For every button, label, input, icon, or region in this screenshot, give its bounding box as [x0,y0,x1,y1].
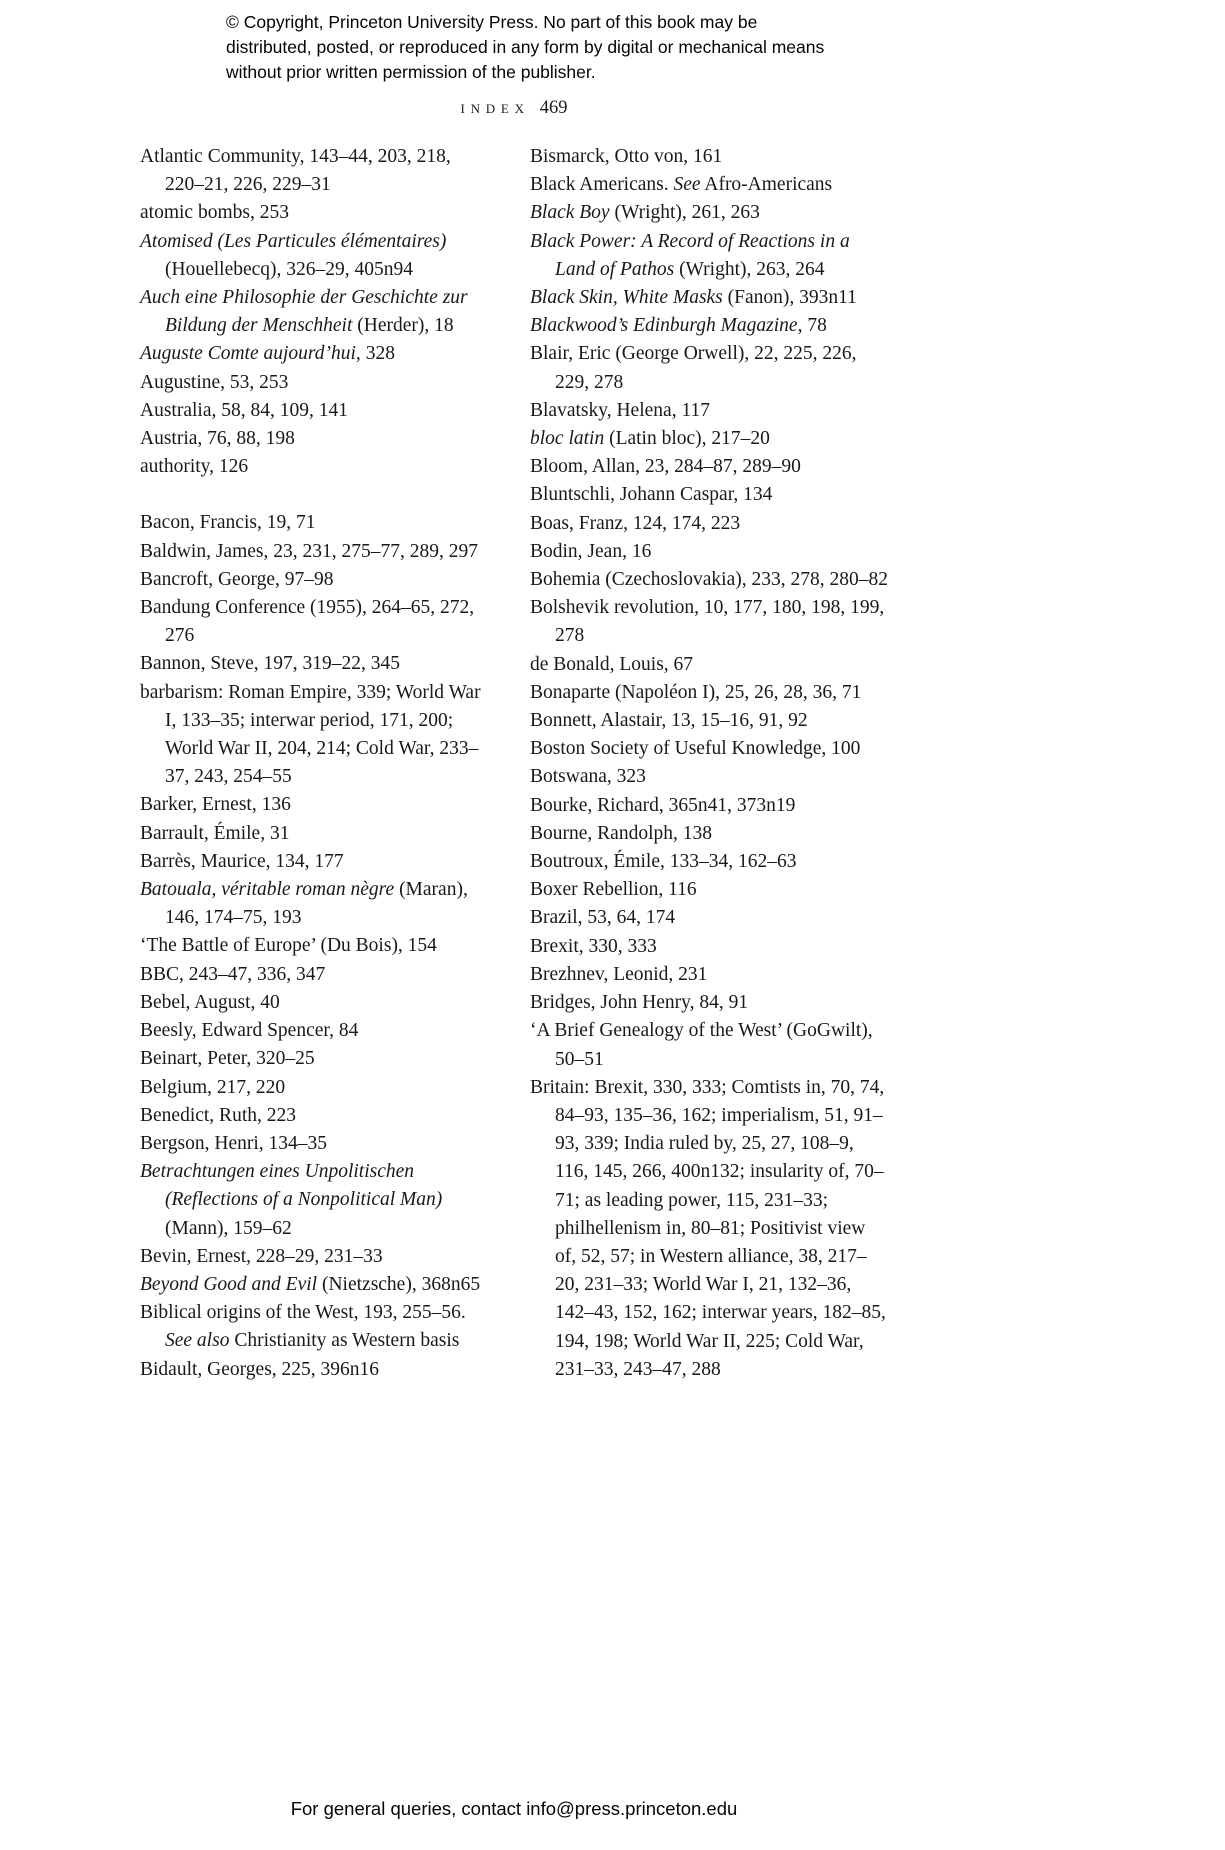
entry-segment: (Maran), 146, 174–75, 193 [165,879,468,929]
index-entry [530,566,890,594]
index-entry [530,453,890,481]
entry-segment: Barker, Ernest, 136 [140,794,291,816]
index-entry [140,594,485,650]
entry-segment: Bodin, Jean, 16 [530,540,652,562]
entry-segment: Atlantic Community, 143–44, 203, 218, 220–21, 226, 229–31 [140,146,451,196]
index-entry [530,228,890,284]
index-entry [140,228,485,284]
entry-segment: Black Americans. [530,174,674,196]
index-entry [140,791,485,819]
entry-segment: Bevin, Ernest, 228–29, 231–33 [140,1245,383,1267]
entry-segment: Augustine, 53, 253 [140,371,289,393]
entry-segment: (Mann), 159–62 [165,1217,292,1239]
entry-segment: Beesly, Edward Spencer, 84 [140,1020,359,1042]
entry-segment: 78 [802,315,827,337]
entry-segment: Blavatsky, Helena, 117 [530,399,710,421]
entry-segment: BBC, 243–47, 336, 347 [140,963,326,985]
entry-segment: Brexit, 330, 333 [530,935,657,957]
index-entry [530,284,890,312]
entry-segment: atomic bombs, 253 [140,202,289,224]
index-entry [530,1017,890,1073]
entry-segment: Black Power: A Record of Reactions in a Land of Pathos [530,230,850,280]
index-entry [140,961,485,989]
entry-segment: ‘The Battle of Europe’ (Du Bois), 154 [140,935,437,957]
entry-segment: Bidault, Georges, 225, 396n16 [140,1358,380,1380]
index-entry [140,1017,485,1045]
entry-segment: See also [165,1330,230,1352]
index-entry [140,820,485,848]
index-column-left [140,143,485,1384]
entry-segment: Boutroux, Émile, 133–34, 162–63 [530,851,797,873]
entry-segment: Beinart, Peter, 320–25 [140,1048,315,1070]
index-entry [140,284,485,340]
entry-segment: ‘A Brief Genealogy of the West’ (GoGwilt), 50–51 [530,1020,873,1070]
entry-segment: Brezhnev, Leonid, 231 [530,963,708,985]
index-entry [530,312,890,340]
entry-segment: Bonaparte (Napoléon I), 25, 26, 28, 36, 71 [530,681,862,703]
index-entry [140,876,485,932]
entry-segment: Black Boy [530,202,610,224]
index-columns [140,143,890,1384]
index-entry [530,340,890,396]
entry-segment: Beyond Good and Evil [140,1273,318,1295]
index-entry [530,481,890,509]
entry-segment: Britain: Brexit, 330, 333; Comtists in, 70, 74, 84–93, 135–36, 162; imperialism, 51, 91–93, 339; India ruled by, 25, 27, 108–9, 116, 145, 266, 400n132; insularity of, 70–71; as leading power, 115, 231–33; philhellenism in, 80–81; Positivist view of, 52, 57; in Western alliance, 38, 217–20, 231–33; World War I, 21, 132–36, 142–43, 152, 162; interwar years, 182–85, 194, 198; World War II, 225; Cold War, 231–33, 243–47, 288 [530,1076,886,1380]
index-entry [140,509,485,537]
entry-segment: Barrès, Maurice, 134, 177 [140,850,344,872]
index-entry [530,707,890,735]
index-entry [140,538,485,566]
index-entry [530,425,890,453]
entry-segment: (Nietzsche), 368n65 [317,1273,481,1295]
entry-segment: de Bonald, Louis, 67 [530,653,694,675]
index-entry [140,369,485,397]
entry-segment: Batouala, véritable roman nègre [140,879,395,901]
index-entry [140,340,485,368]
index-entry [140,566,485,594]
entry-segment: Auch eine Philosophie der Geschichte zur Bildung der Menschheit [140,287,468,337]
index-entry [140,679,485,792]
index-entry [530,961,890,989]
entry-segment: Bebel, August, 40 [140,991,280,1013]
index-entry [530,143,890,171]
index-entry [530,792,890,820]
entry-segment: Boston Society of Useful Knowledge, 100 [530,738,861,760]
index-entry [140,397,485,425]
entry-segment: Boas, Franz, 124, 174, 223 [530,512,741,534]
entry-segment: Bonnett, Alastair, 13, 15–16, 91, 92 [530,710,808,732]
entry-segment: Bourke, Richard, 365n41, 373n19 [530,794,796,816]
index-entry [530,876,890,904]
entry-segment: Betrachtungen eines Unpolitischen (Reflections of a Nonpolitical Man) [140,1161,443,1211]
index-entry [530,679,890,707]
entry-segment: Barrault, Émile, 31 [140,822,290,844]
copyright-notice: © Copyright, Princeton University Press. No part of this book may be distributed, posted, or reproduced in any form by digital or mechanical means without prior written permission of the publisher. [226,12,825,83]
index-entry [140,1158,485,1243]
index-entry [140,650,485,678]
index-entry [530,171,890,199]
entry-segment: See [673,174,701,196]
entry-segment: Belgium, 217, 220 [140,1076,286,1098]
entry-segment: Botswana, 323 [530,766,646,788]
index-entry [530,763,890,791]
index-entry [140,932,485,960]
entry-segment: (Latin bloc), 217–20 [604,428,770,450]
entry-segment: Bacon, Francis, 19, 71 [140,512,316,534]
entry-segment: (Wright), 261, 263 [609,202,760,224]
entry-segment: Blackwood’s Edinburgh Magazine, [530,315,803,337]
page-header [140,97,888,119]
entry-segment: 328 [360,343,395,365]
page-number: 469 [539,98,568,118]
entry-segment: Bridges, John Henry, 84, 91 [530,992,749,1014]
entry-segment: Brazil, 53, 64, 174 [530,907,676,929]
index-entry [530,933,890,961]
index-entry [530,510,890,538]
entry-segment: Auguste Comte aujourd’hui, [140,343,361,365]
index-entry [140,1102,485,1130]
entry-segment: Black Skin, White Masks [530,287,723,309]
index-entry [530,538,890,566]
index-entry [140,1299,485,1355]
entry-segment: Christianity as Western basis [229,1330,460,1352]
entry-segment: Benedict, Ruth, 223 [140,1104,296,1126]
index-entry [140,1130,485,1158]
entry-segment: Afro-Americans [700,174,833,196]
entry-segment: Baldwin, James, 23, 231, 275–77, 289, 297 [140,540,478,562]
entry-segment: Bismarck, Otto von, 161 [530,146,723,167]
index-entry [530,904,890,932]
index-entry [140,1243,485,1271]
entry-segment: Biblical origins of the West, 193, 255–56. [140,1302,466,1324]
index-heading: index [460,97,530,117]
entry-segment: Boxer Rebellion, 116 [530,879,697,901]
entry-segment: Australia, 58, 84, 109, 141 [140,399,348,421]
entry-segment: Bergson, Henri, 134–35 [140,1132,328,1154]
index-entry [530,199,890,227]
index-column-right [530,143,890,1384]
entry-segment: Bohemia (Czechoslovakia), 233, 278, 280–82 [530,569,888,591]
index-entry [140,848,485,876]
entry-segment: (Wright), 263, 264 [674,258,825,280]
entry-segment: Bandung Conference (1955), 264–65, 272, 276 [140,597,475,647]
index-entry [530,848,890,876]
entry-segment: Bolshevik revolution, 10, 177, 180, 198, 199, 278 [530,597,885,647]
entry-segment: (Fanon), 393n11 [722,287,857,309]
entry-segment: Blair, Eric (George Orwell), 22, 225, 226, 229, 278 [530,343,857,393]
footer-contact-line: For general queries, contact info@press.princeton.edu [290,1798,738,1819]
index-entry [140,1356,485,1384]
entry-segment: Bannon, Steve, 197, 319–22, 345 [140,653,400,675]
index-entry [530,594,890,650]
entry-segment: Atomised (Les Particules élémentaires) [140,230,447,252]
index-entry [140,143,485,199]
index-entry [140,989,485,1017]
index-entry [140,199,485,227]
entry-segment: Bloom, Allan, 23, 284–87, 289–90 [530,456,801,478]
entry-segment: Bourne, Randolph, 138 [530,822,712,844]
entry-segment: (Herder), 18 [352,315,454,337]
entry-segment: Austria, 76, 88, 198 [140,428,295,450]
index-entry [140,1045,485,1073]
index-entry [140,1271,485,1299]
index-entry [530,651,890,679]
index-entry [530,1074,890,1384]
entry-segment: (Houellebecq), 326–29, 405n94 [165,258,414,280]
index-entry [140,1074,485,1102]
entry-segment: bloc latin [530,428,605,450]
entry-segment: Bluntschli, Johann Caspar, 134 [530,484,773,506]
index-entry [530,820,890,848]
index-entry [530,397,890,425]
index-entry [530,989,890,1017]
entry-segment: Bancroft, George, 97–98 [140,568,334,590]
index-entry [140,453,485,481]
entry-segment: barbarism: Roman Empire, 339; World War I, 133–35; interwar period, 171, 200; World War II, 204, 214; Cold War, 233–37, 243, 254–55 [140,681,481,788]
index-entry [140,425,485,453]
entry-segment: authority, 126 [140,456,249,478]
index-entry [530,735,890,763]
